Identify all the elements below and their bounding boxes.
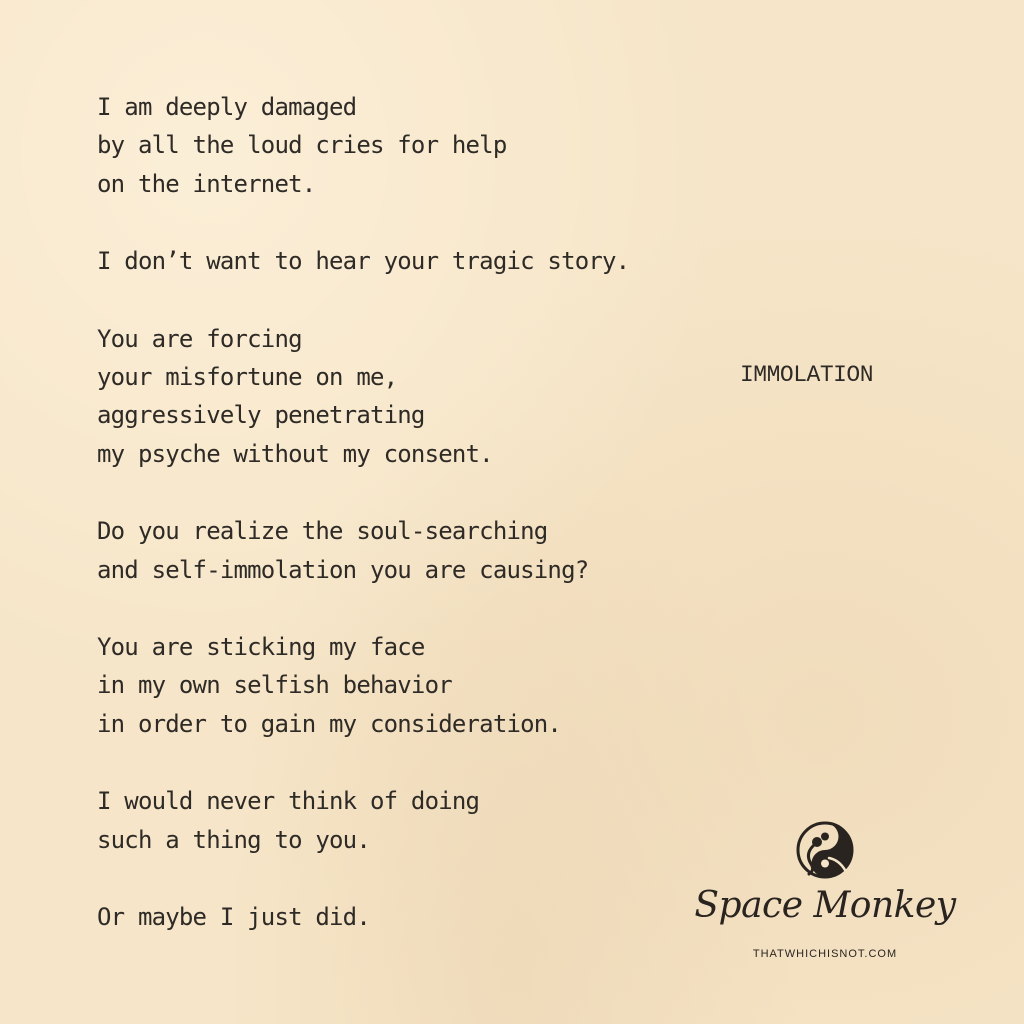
poem-line: and self-immolation you are causing? <box>97 555 589 584</box>
poem-line: You are sticking my face <box>97 633 425 662</box>
poem-line: your misfortune on me, <box>97 363 398 392</box>
poem-line: I would never think of doing <box>97 787 480 816</box>
poem-line: on the internet. <box>97 169 316 198</box>
monkey-yin-yang-icon <box>795 820 855 880</box>
poem-line: aggressively penetrating <box>97 401 425 430</box>
poem-line: such a thing to you. <box>97 825 370 854</box>
stanza-5 <box>97 628 737 743</box>
poem-line: by all the loud cries for help <box>97 131 507 160</box>
space-monkey-logo <box>690 820 960 970</box>
brand-url: THATWHICHISNOT.COM <box>752 948 898 960</box>
poem-body <box>97 88 737 976</box>
stanza-2 <box>97 242 737 280</box>
stanza-3 <box>97 320 737 474</box>
poem-line: in my own selfish behavior <box>97 671 452 700</box>
poem-line: I am deeply damaged <box>97 93 357 121</box>
stanza-1 <box>97 88 737 203</box>
stanza-4 <box>97 512 737 589</box>
poem-title: IMMOLATION <box>740 362 874 388</box>
stanza-6 <box>97 782 737 859</box>
poem-line: in order to gain my consideration. <box>97 709 562 738</box>
brand-name: Space Monkey <box>694 885 956 926</box>
poem-line: my psyche without my consent. <box>97 439 493 468</box>
poem-line: Or maybe I just did. <box>97 903 370 932</box>
poem-line: I don’t want to hear your tragic story. <box>97 247 630 276</box>
poem-line: You are forcing <box>97 324 302 353</box>
stanza-7 <box>97 898 737 936</box>
poem-line: Do you realize the soul-searching <box>97 517 548 546</box>
